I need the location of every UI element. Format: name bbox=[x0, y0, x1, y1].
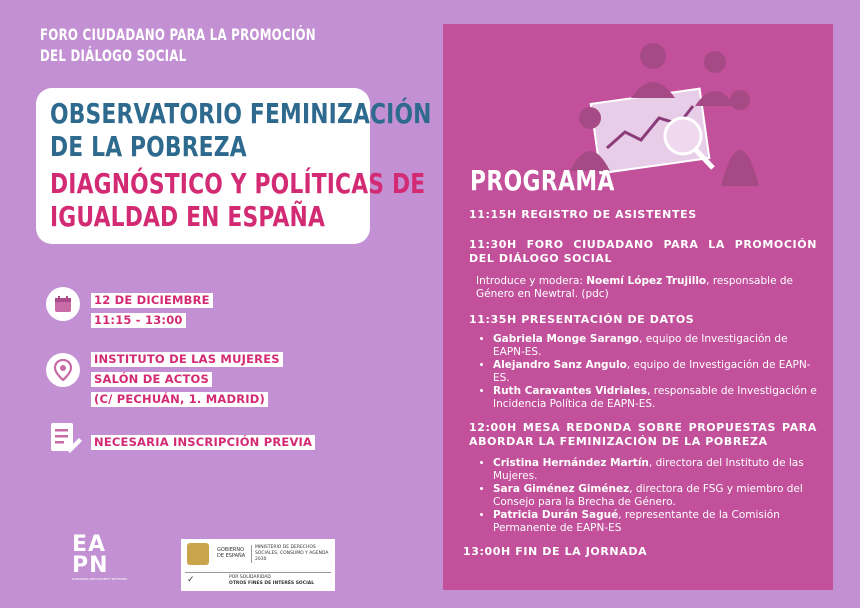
speaker-name: Patricia Durán Sagué bbox=[493, 509, 619, 521]
speaker-role: , directora del Instituto de las Mujeres. bbox=[493, 457, 804, 482]
location-pin-icon bbox=[46, 353, 80, 387]
registration-note bbox=[91, 431, 315, 451]
program-title: PROGRAMA bbox=[470, 164, 615, 197]
solidarity-line2: OTROS FINES DE INTERÉS SOCIAL bbox=[229, 581, 315, 586]
coat-of-arms-icon bbox=[187, 543, 209, 565]
program-item-forum bbox=[469, 238, 817, 301]
program-item-roundtable bbox=[469, 421, 817, 535]
program-item-end: 13:00H FIN DE LA JORNADA bbox=[463, 545, 648, 558]
time-text: 11:15 - 13:00 bbox=[91, 313, 186, 328]
program-item-roundtable-title: 12:00H MESA REDONDA SOBRE PROPUESTAS PARA ABORDAR LA FEMINIZACIÓN DE LA POBREZA bbox=[469, 421, 817, 448]
program-item-data bbox=[469, 313, 817, 411]
solidarity-line1: POR SOLIDARIDAD bbox=[229, 575, 271, 580]
gov-line2: DE ESPAÑA bbox=[217, 553, 246, 559]
registration-text: NECESARIA INSCRIPCIÓN PREVIA bbox=[91, 435, 315, 450]
speaker-role: , equipo de Investigación de EAPN-ES. bbox=[493, 359, 811, 384]
program-item-forum-title: 11:30H FORO CIUDADANO PARA LA PROMOCIÓN DEL DIÁLOGO SOCIAL bbox=[469, 238, 817, 265]
speakers-list-roundtable bbox=[469, 457, 817, 535]
forum-title-line1: FORO CIUDADANO PARA LA PROMOCIÓN bbox=[40, 25, 316, 44]
list-item bbox=[493, 333, 817, 359]
event-date bbox=[91, 289, 213, 329]
solidarity-label bbox=[229, 575, 314, 587]
gov-line1: GOBIERNO bbox=[217, 547, 245, 553]
moderator-name: Noemí López Trujillo bbox=[586, 275, 707, 287]
venue-line3: (C/ PECHUÁN, 1. MADRID) bbox=[91, 392, 268, 407]
speaker-role: , representante de la Comisión Permanente de EAPN-ES bbox=[493, 509, 780, 534]
program-item-registration: 11:15H REGISTRO DE ASISTENTES bbox=[469, 208, 697, 221]
eapn-logo-top: EA bbox=[72, 532, 107, 557]
intro-prefix: Introduce y modera: bbox=[476, 275, 587, 287]
speaker-role: , directora de FSG y miembro del Consejo para la Brecha de Género. bbox=[493, 483, 803, 508]
moderator-role: , responsable de Género en Newtral. (pdc) bbox=[476, 275, 793, 300]
speaker-name: Gabriela Monge Sarango bbox=[493, 333, 640, 345]
subtitle-line1: DIAGNÓSTICO Y POLÍTICAS DE bbox=[50, 167, 426, 200]
forum-title-line2: DEL DIÁLOGO SOCIAL bbox=[40, 46, 187, 65]
title-line1: OBSERVATORIO FEMINIZACIÓN bbox=[50, 97, 432, 130]
title-line2: DE LA POBREZA bbox=[50, 130, 247, 163]
speaker-role: , responsable de Investigación e Incidencia Política de EAPN-ES. bbox=[493, 385, 817, 410]
government-name bbox=[217, 547, 245, 559]
program-list bbox=[463, 208, 817, 559]
venue-line2: SALÓN DE ACTOS bbox=[91, 372, 212, 387]
speaker-name: Ruth Caravantes Vidriales bbox=[493, 385, 648, 397]
list-item bbox=[493, 457, 817, 483]
date-text: 12 DE DICIEMBRE bbox=[91, 293, 213, 308]
list-item bbox=[493, 385, 817, 411]
speaker-name: Alejandro Sanz Angulo bbox=[493, 359, 627, 371]
ministry-name: MINISTERIO DE DERECHOS SOCIALES, CONSUMO Y AGENDA 2030 bbox=[251, 545, 335, 563]
forum-title bbox=[40, 24, 335, 66]
eapn-logo bbox=[72, 532, 128, 590]
speaker-name: Sara Giménez Giménez bbox=[493, 483, 630, 495]
program-item-forum-intro bbox=[469, 275, 817, 301]
title-card bbox=[36, 88, 432, 244]
eapn-logo-bottom: PN bbox=[72, 553, 109, 578]
speaker-role: , equipo de Investigación de EAPN-ES. bbox=[493, 333, 788, 358]
government-logo bbox=[181, 539, 335, 591]
calendar-icon bbox=[46, 287, 80, 321]
program-item-data-title: 11:35H PRESENTACIÓN DE DATOS bbox=[469, 313, 695, 326]
speaker-name: Cristina Hernández Martín bbox=[493, 457, 649, 469]
form-pencil-icon bbox=[48, 420, 84, 456]
speakers-list-data bbox=[469, 333, 817, 411]
venue-line1: INSTITUTO DE LAS MUJERES bbox=[91, 352, 283, 367]
eapn-tagline: EUROPEAN ANTI POVERTY NETWORK bbox=[72, 577, 128, 581]
subtitle-line2: IGUALDAD EN ESPAÑA bbox=[50, 200, 326, 233]
list-item bbox=[493, 359, 817, 385]
event-venue bbox=[91, 348, 283, 408]
list-item bbox=[493, 483, 817, 509]
checkmark-icon: ✓ bbox=[187, 575, 195, 585]
list-item bbox=[493, 509, 817, 535]
